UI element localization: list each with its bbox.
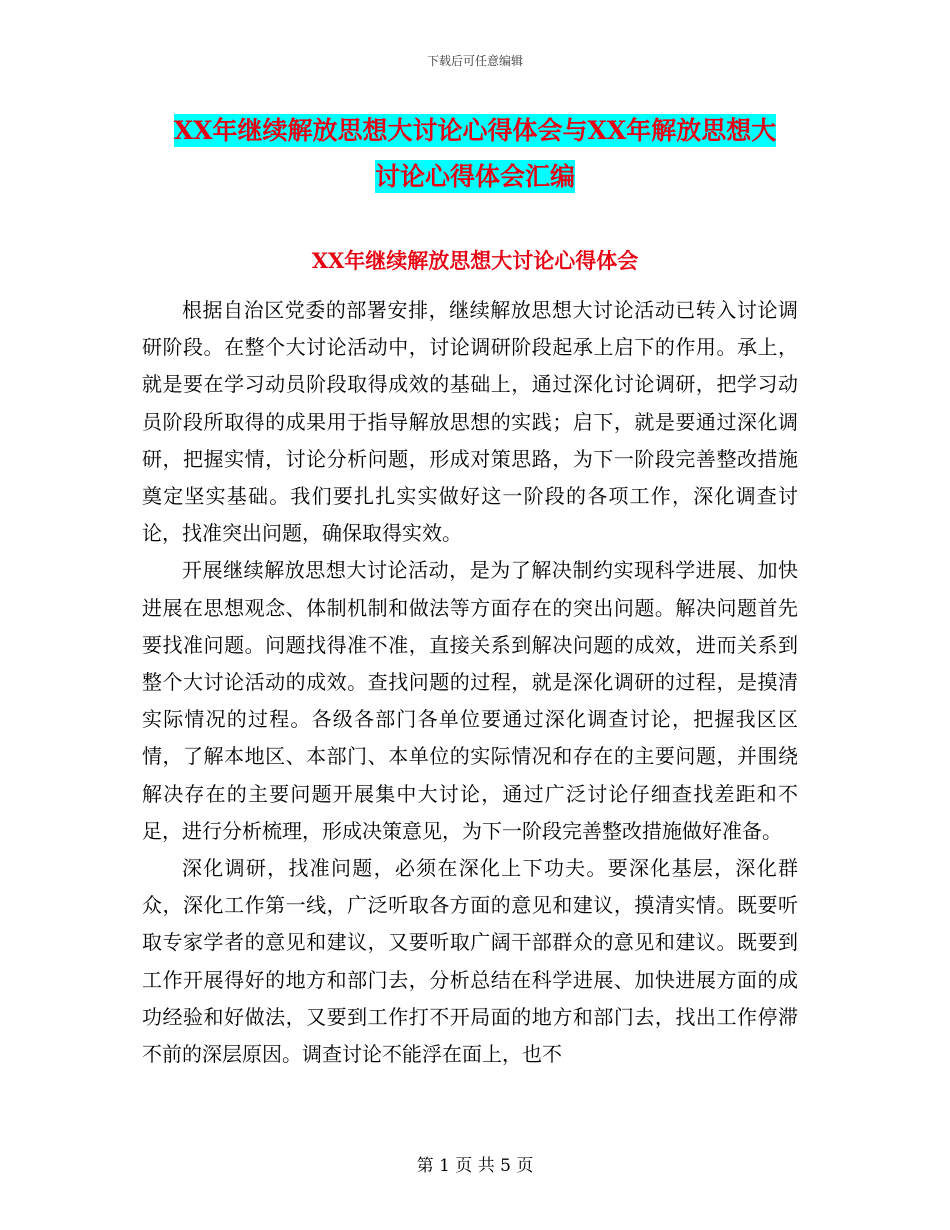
paragraph-3: 深化调研，找准问题，必须在深化上下功夫。要深化基层，深化群众，深化工作第一线，广泛听取各方面的意见和建议，摸清实情。既要听取专家学者的意见和建议，又要听取广阔干部群众的意见和建议。既要到工作开展得好的地方和部门去，分析总结在科学进展、加快进展方面的成功经验和好做法，又要到工作打不开局面的地方和部门去，找出工作停滞不前的深层原因。调查讨论不能浮在面上，也不 [142,856,798,1067]
section-title: XX年继续解放思想大讨论心得体会 [311,248,639,273]
title-line-1: XX年继续解放思想大讨论心得体会与XX年解放思想大 [173,116,777,145]
paragraph-2: 开展继续解放思想大讨论活动，是为了解决制约实现科学进展、加快进展在思想观念、体制机制和做法等方面存在的突出问题。解决问题首先要找准问题。问题找得准不准，直接关系到解决问题的成效，进而关系到整个大讨论活动的成效。查找问题的过程，就是深化调研的过程，是摸清实际情况的过程。各级各部门各单位要通过深化调查讨论，把握我区区情，了解本地区、本部门、本单位的实际情况和存在的主要问题，并围绕解决存在的主要问题开展集中大讨论，通过广泛讨论仔细查找差距和不足，进行分析梳理，形成决策意见，为下一阶段完善整改措施做好准备。 [142,558,798,843]
title-line-2: 讨论心得体会汇编 [374,162,575,191]
document-title [140,108,810,200]
page-footer: 第 1 页 共 5 页 [416,1156,534,1176]
paragraph-1: 根据自治区党委的部署安排，继续解放思想大讨论活动已转入讨论调研阶段。在整个大讨论活动中，讨论调研阶段起承上启下的作用。承上，就是要在学习动员阶段取得成效的基础上，通过深化讨论调研，把学习动员阶段所取得的成果用于指导解放思想的实践；启下，就是要通过深化调研，把握实情，讨论分析问题，形成对策思路，为下一阶段完善整改措施奠定坚实基础。我们要扎扎实实做好这一阶段的各项工作，深化调查讨论，找准突出问题，确保取得实效。 [142,298,798,546]
page-header: 下载后可任意编辑 [426,54,523,68]
body-text [142,292,798,1073]
